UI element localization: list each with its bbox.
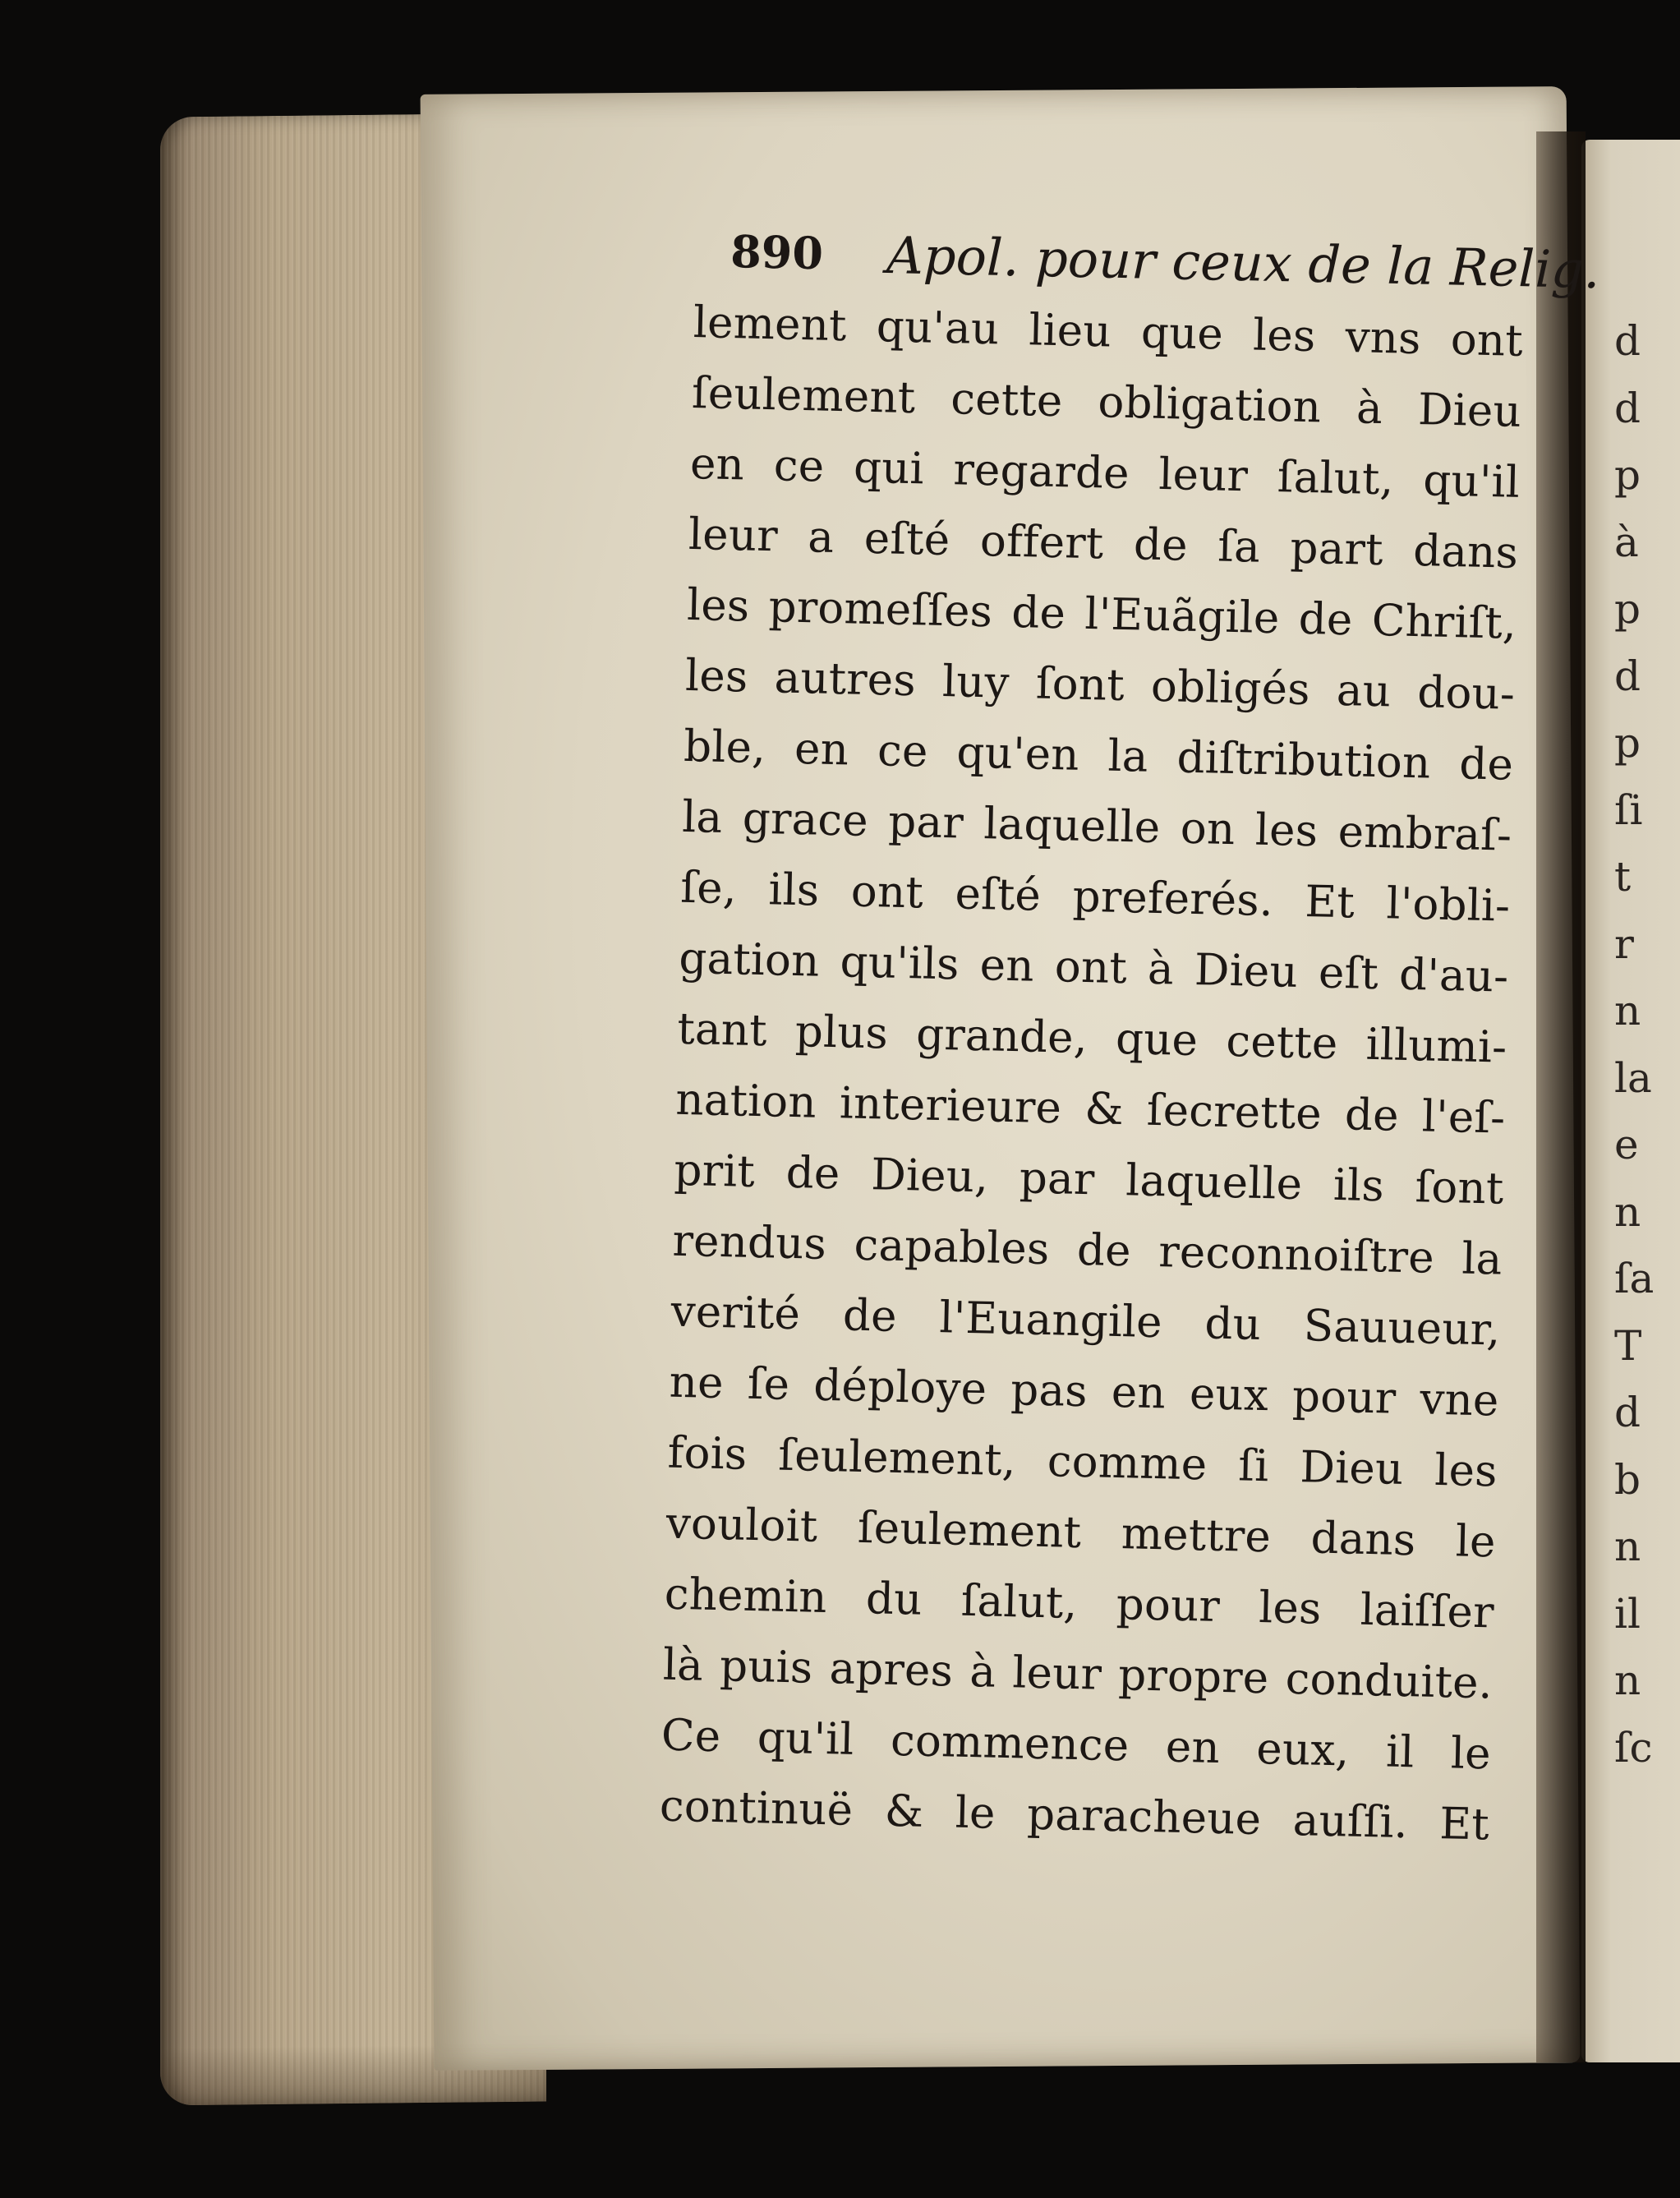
text-line: ne ſe déploye pas en eux pour vne: [669, 1357, 1500, 1426]
running-title: Apol. pour ceux de la Relig.: [886, 224, 1601, 301]
facing-line: d: [1614, 317, 1641, 365]
facing-line: à: [1614, 518, 1639, 566]
text-line: tant plus grande, que cette illumi-: [676, 1003, 1507, 1073]
text-line: Ce qu'il commence en eux, il le: [660, 1710, 1492, 1780]
text-line: nation interieure & ſecrette de l'eſ-: [674, 1074, 1507, 1144]
facing-line: n: [1614, 1187, 1641, 1236]
facing-line: ſa: [1614, 1255, 1655, 1302]
text-line: chemin du ſalut, pour les laiſſer: [664, 1569, 1495, 1638]
facing-line: n: [1614, 987, 1641, 1034]
text-line: fois ſeulement, comme ſi Dieu les: [667, 1427, 1498, 1497]
text-line: gation qu'ils en ont à Dieu eſt d'au-: [678, 933, 1509, 1002]
text-line: verité de l'Euangile du Sauueur,: [670, 1286, 1502, 1356]
facing-line: ſc: [1614, 1723, 1653, 1772]
text-line: rendus capables de reconnoiſtre la: [671, 1215, 1503, 1285]
facing-page-text: [1614, 308, 1655, 1781]
text-body: [659, 288, 1524, 1860]
text-line: lement qu'au lieu que les vns ont: [693, 297, 1524, 366]
text-line: les promeſſes de l'Euãgile de Chriſt,: [686, 579, 1517, 649]
facing-line: t: [1614, 853, 1632, 901]
text-line: vouloit ſeulement mettre dans le: [665, 1498, 1497, 1568]
facing-line: n: [1614, 1657, 1641, 1704]
text-line: les autres luy ſont obligés au dou-: [684, 650, 1516, 720]
text-line: prit de Dieu, par laquelle ils ſont: [673, 1145, 1505, 1214]
facing-line: il: [1614, 1589, 1641, 1638]
facing-line: e: [1614, 1121, 1639, 1168]
text-line: ſeulement cette obligation à Dieu: [691, 367, 1522, 437]
text-line: la grace par laquelle on les embraſ-: [681, 791, 1512, 861]
text-line: ble, en ce qu'en la diſtribution de: [683, 721, 1514, 790]
facing-line: b: [1614, 1455, 1641, 1504]
text-line: en ce qui regarde leur ſalut, qu'il: [689, 438, 1521, 508]
facing-line: d: [1614, 652, 1641, 700]
facing-line: T: [1614, 1321, 1642, 1370]
facing-line: r: [1614, 919, 1634, 968]
facing-line: p: [1614, 585, 1641, 633]
page-number: 890: [730, 224, 824, 280]
facing-line: n: [1614, 1523, 1641, 1570]
facing-line: d: [1614, 1389, 1641, 1436]
text-line: leur a eſté offert de ſa part dans: [688, 509, 1519, 578]
facing-line: ſi: [1614, 786, 1643, 834]
facing-line: p: [1614, 451, 1641, 499]
facing-line: d: [1614, 384, 1641, 432]
text-line: là puis apres à leur propre conduite.: [662, 1639, 1494, 1709]
facing-line: la: [1614, 1053, 1652, 1102]
facing-line: p: [1614, 719, 1641, 767]
text-line: ſe, ils ont eſté preferés. Et l'obli-: [679, 862, 1511, 932]
text-line: continuë & le paracheue auſſi. Et: [659, 1781, 1490, 1850]
gutter-shadow: [1536, 131, 1586, 2062]
